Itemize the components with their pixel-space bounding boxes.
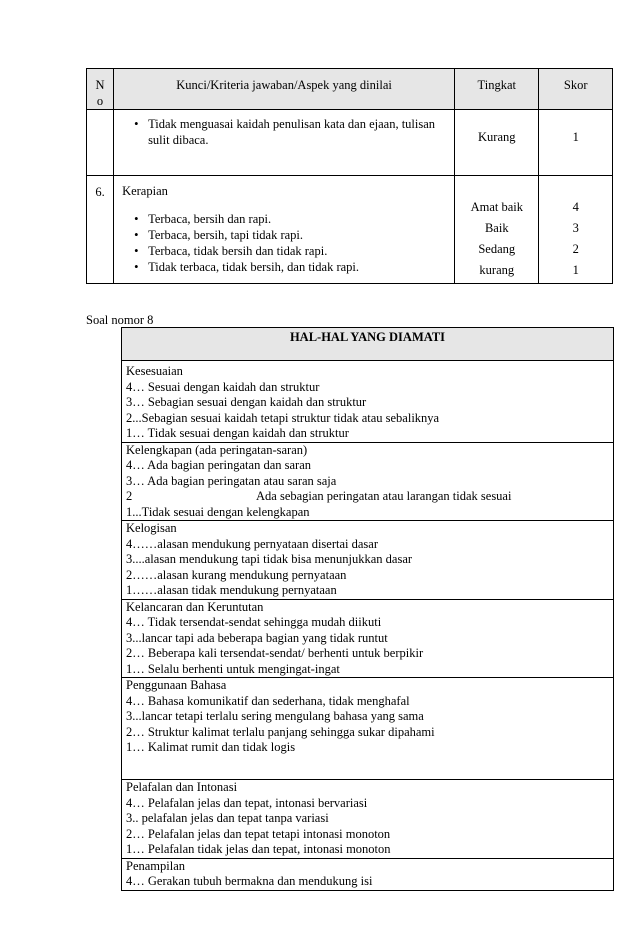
row2-aspect: Kerapian: [122, 184, 168, 198]
section-line: 3....alasan mendukung tapi tidak bisa menunjukkan dasar: [126, 552, 413, 566]
section-title: Kelogisan: [126, 521, 177, 535]
row2-skor-3: 2: [572, 242, 579, 256]
split-score: 2: [126, 489, 133, 503]
section-penampilan: [122, 858, 614, 890]
section-line: 3… Ada bagian peringatan atau saran saja: [126, 473, 337, 488]
header-tingkat: [455, 69, 539, 110]
section-line: 2...Sebagian sesuai kaidah tetapi struktur tidak atau sebaliknya: [126, 410, 440, 425]
row2-tingkat-3: Sedang: [478, 242, 516, 256]
row1-criteria: [114, 110, 455, 176]
header-no: [87, 69, 114, 110]
section-line: 1… Tidak sesuai dengan kaidah dan struktur: [126, 426, 349, 440]
section-line: 1...Tidak sesuai dengan kelengkapan: [126, 504, 310, 519]
split-text: Ada sebagian peringatan atau larangan tidak sesuai: [256, 489, 512, 503]
section-line: 1… Selalu berhenti untuk mengingat-ingat: [126, 661, 340, 676]
row2-tingkat-4: kurang: [479, 263, 515, 277]
row2-skor-2: 3: [572, 221, 579, 235]
row2-skor-1: 4: [572, 200, 579, 214]
row1-tingkat: [455, 110, 539, 176]
section-line: 4… Bahasa komunikatif dan sederhana, tidak menghafal: [126, 693, 410, 708]
section-line: 1……alasan tidak mendukung pernyataan: [126, 583, 337, 597]
section-title: Penggunaan Bahasa: [126, 678, 227, 692]
section-line: 2……alasan kurang mendukung pernyataan: [126, 567, 347, 582]
row2-criterion-3: • Terbaca, tidak bersih dan tidak rapi.: [148, 243, 448, 259]
row2-skor-4: 1: [572, 263, 579, 277]
header-kunci-label: Kunci/Kriteria jawaban/Aspek yang dinilai: [176, 78, 392, 92]
rubric-header-row: [87, 69, 613, 110]
row2-criterion-1: • Terbaca, bersih dan rapi.: [148, 211, 448, 227]
header-no-line1: N: [95, 78, 105, 92]
section-line: 4… Pelafalan jelas dan tepat, intonasi bervariasi: [126, 795, 368, 810]
section-line: 2… Beberapa kali tersendat-sendat/ berhenti untuk berpikir: [126, 646, 424, 660]
row2-tingkat-1: Amat baik: [470, 200, 523, 214]
observation-header-row: [122, 328, 614, 361]
section-line: 2… Pelafalan jelas dan tepat tetapi intonasi monoton: [126, 826, 391, 841]
row1-tingkat-1: Kurang: [478, 130, 516, 144]
header-skor: [539, 69, 613, 110]
section-pelafalan: [122, 780, 614, 859]
row2-tingkat-2: Baik: [484, 221, 509, 235]
section-line: 4… Ada bagian peringatan dan saran: [126, 458, 312, 472]
observation-table: [121, 327, 614, 891]
section-line: 1… Kalimat rumit dan tidak logis: [126, 740, 296, 754]
row1-skor: [539, 110, 613, 176]
header-no-line2: o: [96, 94, 104, 108]
rubric-row-2: [87, 176, 613, 284]
section-line: 4… Gerakan tubuh bermakna dan mendukung isi: [126, 874, 373, 888]
section-line: 3...lancar tetapi terlalu sering mengulang bahasa yang sama: [126, 709, 424, 723]
row2-no: [87, 176, 114, 284]
row1-criterion-1: • Tidak menguasai kaidah penulisan kata dan ejaan, tulisan sulit dibaca.: [148, 116, 448, 148]
section-kelogisan: [122, 521, 614, 600]
section-title: Kesesuaian: [126, 364, 183, 378]
observation-header: HAL-HAL YANG DIAMATI: [122, 328, 614, 361]
header-kunci: [114, 69, 455, 110]
header-tingkat-label: Tingkat: [477, 78, 516, 92]
section-kelancaran: [122, 599, 614, 678]
row2-criteria: [114, 176, 455, 284]
rubric-row-1: [87, 110, 613, 176]
section-title: Penampilan: [126, 858, 186, 873]
section-kesesuaian: [122, 361, 614, 443]
section-penggunaan-bahasa: [122, 678, 614, 780]
row2-no-label: 6.: [95, 185, 105, 199]
section-line: 1… Pelafalan tidak jelas dan tepat, intonasi monoton: [126, 842, 391, 856]
soal-title: Soal nomor 8: [86, 313, 154, 327]
rubric-table: [86, 68, 613, 284]
section-split-line: [126, 489, 613, 505]
row2-criterion-4: • Tidak terbaca, tidak bersih, dan tidak rapi.: [148, 259, 448, 275]
row1-skor-1: 1: [572, 130, 579, 144]
row2-tingkat: [455, 176, 539, 284]
section-line: 3… Sebagian sesuai dengan kaidah dan struktur: [126, 395, 367, 409]
header-skor-label: Skor: [563, 78, 588, 92]
row1-no: [87, 110, 114, 176]
section-line: 3.. pelafalan jelas dan tepat tanpa variasi: [126, 811, 329, 825]
row2-criterion-2: • Terbaca, bersih, tapi tidak rapi.: [148, 227, 448, 243]
section-line: 4… Tidak tersendat-sendat sehingga mudah diikuti: [126, 615, 382, 629]
row2-skor: [539, 176, 613, 284]
section-title: Kelancaran dan Keruntutan: [126, 599, 264, 614]
section-title: Pelafalan dan Intonasi: [126, 780, 238, 794]
section-title: Kelengkapan (ada peringatan-saran): [126, 442, 308, 457]
section-line: 4… Sesuai dengan kaidah dan struktur: [126, 379, 320, 394]
section-line: 3...lancar tapi ada beberapa bagian yang tidak runtut: [126, 630, 388, 645]
section-kelengkapan: [122, 442, 614, 521]
section-line: 4……alasan mendukung pernyataan disertai dasar: [126, 536, 378, 551]
section-line: 2… Struktur kalimat terlalu panjang sehingga sukar dipahami: [126, 724, 435, 739]
